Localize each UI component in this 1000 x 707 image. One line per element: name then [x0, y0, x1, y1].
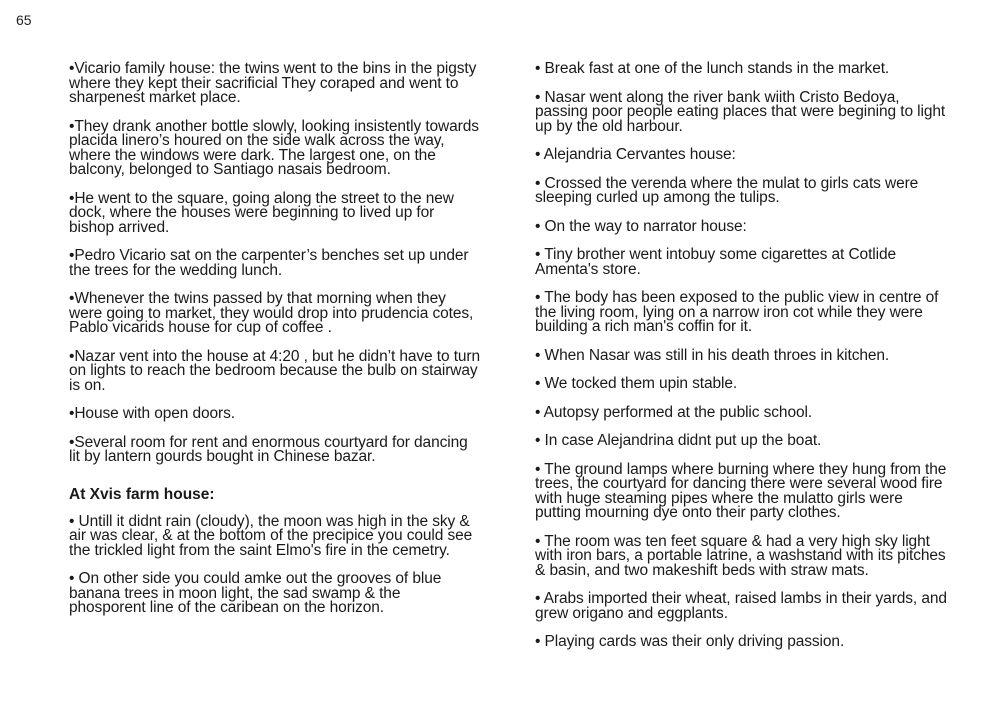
list-item: • When Nasar was still in his death throes in kitchen.: [535, 346, 890, 364]
list-item: • Playing cards was their only driving passion.: [535, 633, 845, 650]
list-item: • We tocked them upin stable.: [535, 375, 738, 392]
list-item: • Tiny brother went intobuy some cigarettes at Cotlide Amenta's store.: [535, 246, 897, 278]
list-item: • Nasar went along the river bank wiith Cristo Bedoya, passing poor people eating places that were begining to light up by the old harbour.: [535, 88, 946, 135]
list-item: • The body has been exposed to the public view in centre of the living room, lying on a narrow iron cot while they were building a rich man's coffin for it.: [535, 289, 939, 335]
list-item: • Break fast at one of the lunch stands in the market.: [535, 60, 890, 77]
section-heading: At Xvis farm house:: [69, 485, 215, 503]
page-number: 65: [16, 12, 32, 28]
list-item: • Crossed the verenda where the mulat to girls cats were sleeping curled up among the tulips.: [535, 174, 919, 206]
list-item: • The room was ten feet square & had a very high sky light with iron bars, a portable latrine, a washstand with its pitches & basin, and two makeshift beds with straw mats.: [535, 532, 946, 579]
list-item: •Pedro Vicario sat on the carpenter’s benches set up under the trees for the wedding lunch.: [69, 247, 469, 279]
list-item: •He went to the square, going along the street to the new dock, where the houses were beginning to lived up for bishop arrived.: [69, 189, 454, 236]
list-item: •Nazar vent into the house at 4:20 , but he didn’t have to turn on lights to reach the bedroom because the bulb on stairway is on.: [69, 347, 481, 394]
right-column: [535, 62, 947, 664]
left-column: [69, 62, 481, 630]
list-item: • On other side you could amke out the grooves of blue banana trees in moon light, the sad swamp & the phosporent line of the caribean on the horizon.: [69, 570, 442, 616]
list-item: • Untill it didnt rain (cloudy), the moon was high in the sky & air was clear, & at the bottom of the precipice you could see the trickled light from the saint Elmo's fire in the cemetry.: [69, 512, 473, 559]
list-item: • On the way to narrator house:: [535, 217, 747, 235]
list-item: •Whenever the twins passed by that morning when they were going to market, they would drop into prudencia cotes, Pablo vicarids house for cup of coffee .: [69, 290, 474, 336]
list-item: • The ground lamps where burning where they hung from the trees, the courtyard for dancing there were several wood fire with huge steaming pipes where the mulatto girls were putting mourning dye onto their party clothes.: [535, 460, 947, 521]
list-item: •Vicario family house: the twins went to the bins in the pigsty where they kept their sacrificial They coraped and went to sharpenest market place.: [69, 60, 477, 106]
list-item: • In case Alejandrina didnt put up the boat.: [535, 432, 822, 449]
list-item: • Alejandria Cervantes house:: [535, 146, 736, 163]
list-item: •They drank another bottle slowly, looking insistently towards placida linero’s houred on the side walk across the way, where the windows were dark. The largest one, on the balcony, belonged to Santiago nasais bedroom.: [69, 117, 479, 178]
list-item: • Arabs imported their wheat, raised lambs in their yards, and grew origano and eggplants.: [535, 590, 947, 622]
list-item: •House with open doors.: [69, 405, 235, 422]
list-item: •Several room for rent and enormous courtyard for dancing lit by lantern gourds bought in Chinese bazar.: [69, 433, 468, 465]
list-item: • Autopsy performed at the public school.: [535, 403, 813, 421]
